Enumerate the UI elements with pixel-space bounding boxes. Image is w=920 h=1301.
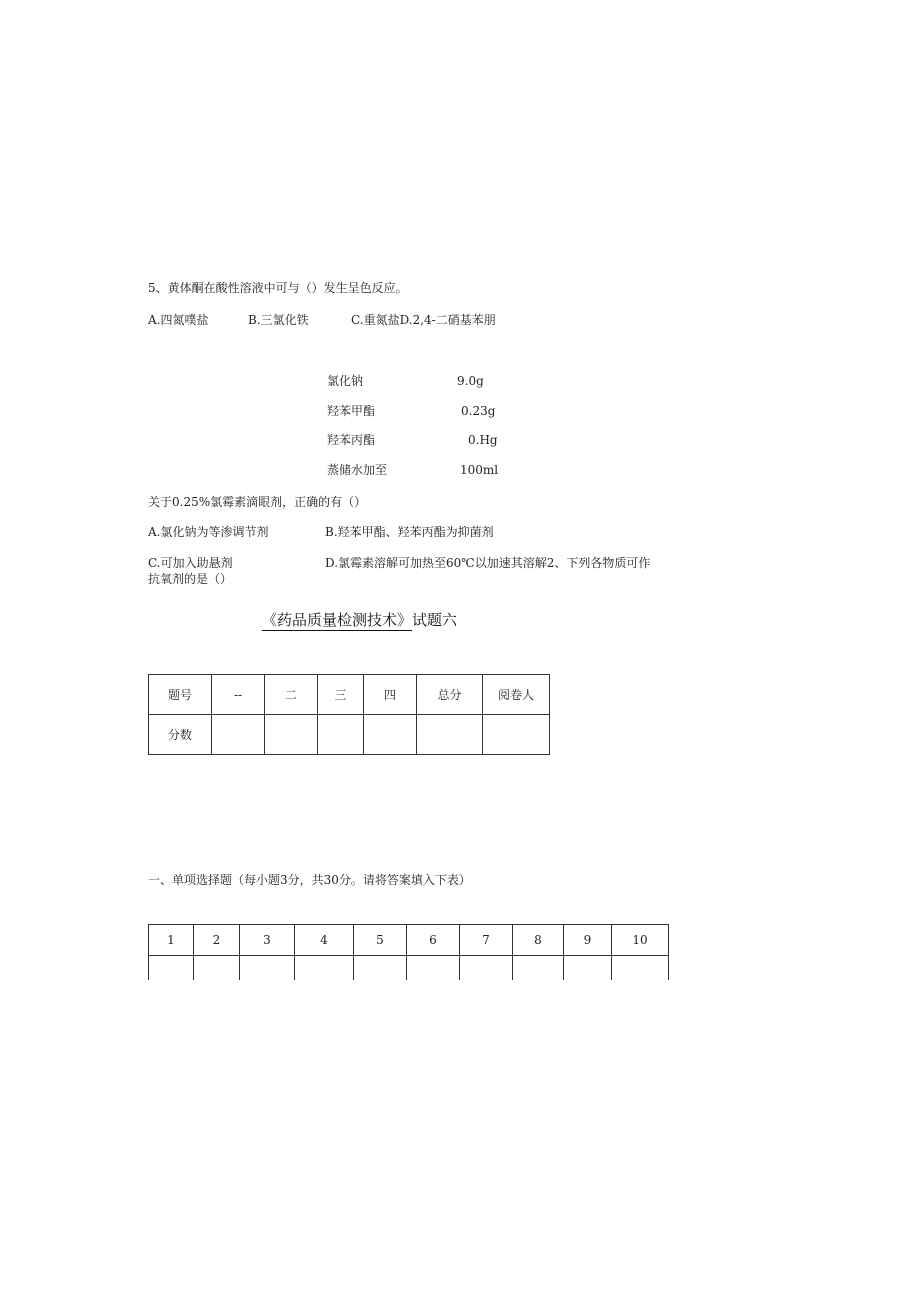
answer-cell[interactable]	[354, 956, 407, 981]
score-header-cell: 二	[265, 675, 318, 715]
exam-title-book: 《药品质量检测技术》	[262, 611, 413, 629]
answer-cell[interactable]	[295, 956, 354, 981]
answer-number-row	[149, 925, 669, 956]
score-header-cell: 题号	[149, 675, 212, 715]
ingredient-name: 羟苯甲酯	[327, 404, 376, 418]
score-cell[interactable]	[318, 715, 364, 755]
score-header-cell: 三	[318, 675, 364, 715]
answer-number: 4	[295, 925, 354, 956]
answer-number: 1	[149, 925, 194, 956]
prescription-line	[327, 461, 498, 478]
prescription-line	[327, 372, 484, 389]
score-table-header-row	[149, 675, 550, 715]
answer-cell[interactable]	[564, 956, 612, 981]
question-5-stem: 5、黄体酮在酸性溶液中可与（）发生呈色反应。	[148, 281, 408, 295]
option-b: B.羟苯甲酯、羟苯丙酯为抑菌剂	[325, 525, 494, 539]
exam-title	[262, 609, 457, 630]
answer-cell[interactable]	[149, 956, 194, 981]
score-header-cell: 四	[364, 675, 417, 715]
prescription-line	[327, 402, 495, 419]
score-cell[interactable]	[417, 715, 483, 755]
answer-cell[interactable]	[194, 956, 240, 981]
score-header-cell: --	[212, 675, 265, 715]
score-header-cell: 总分	[417, 675, 483, 715]
answer-cell[interactable]	[513, 956, 564, 981]
answer-number: 2	[194, 925, 240, 956]
option-b: B.三氯化铁	[248, 313, 309, 327]
ingredient-amount: 9.0g	[457, 374, 484, 388]
score-header-cell: 阅卷人	[483, 675, 550, 715]
ingredient-name: 羟苯丙酯	[327, 433, 376, 447]
score-row-label: 分数	[149, 715, 212, 755]
score-table-score-row	[149, 715, 550, 755]
answer-number: 5	[354, 925, 407, 956]
answer-number: 3	[240, 925, 295, 956]
score-cell[interactable]	[265, 715, 318, 755]
answer-number: 8	[513, 925, 564, 956]
answer-number: 10	[612, 925, 669, 956]
ingredient-name: 氯化钠	[327, 374, 364, 388]
option-a: A.四氮噗盐	[148, 313, 209, 327]
answer-cell[interactable]	[612, 956, 669, 981]
ingredient-amount: 0.Hg	[468, 433, 498, 447]
answer-number: 6	[407, 925, 460, 956]
option-c: C.可加入助悬剂	[148, 556, 233, 570]
answer-number: 9	[564, 925, 612, 956]
ingredient-amount: 0.23g	[461, 404, 496, 418]
score-cell[interactable]	[483, 715, 550, 755]
answer-table	[148, 924, 669, 980]
exam-title-suffix: 试题六	[412, 611, 458, 629]
score-table	[148, 674, 550, 755]
answer-cell[interactable]	[460, 956, 513, 981]
question-continuation: 抗氧剂的是（）	[148, 572, 233, 586]
answer-cell[interactable]	[407, 956, 460, 981]
score-cell[interactable]	[212, 715, 265, 755]
option-a: A.氯化钠为等渗调节剂	[148, 525, 269, 539]
answer-number: 7	[460, 925, 513, 956]
question-5-options	[148, 311, 496, 328]
ingredient-amount: 100ml	[460, 463, 499, 477]
ingredient-name: 蒸储水加至	[327, 463, 388, 477]
option-c-d: C.重氮盐D.2,4-二硝基苯朋	[351, 313, 496, 327]
option-d: D.氯霉素溶解可加热至60℃以加速其溶解2、下列各物质可作	[325, 556, 651, 570]
score-cell[interactable]	[364, 715, 417, 755]
prescription-line	[327, 431, 498, 448]
answer-blank-row	[149, 956, 669, 981]
question-stem: 关于0.25%氯霉素滴眼剂，正确的有（）	[148, 495, 367, 509]
section-heading: 一、单项选择题（每小题3分，共30分。请将答案填入下表）	[148, 873, 471, 887]
answer-cell[interactable]	[240, 956, 295, 981]
